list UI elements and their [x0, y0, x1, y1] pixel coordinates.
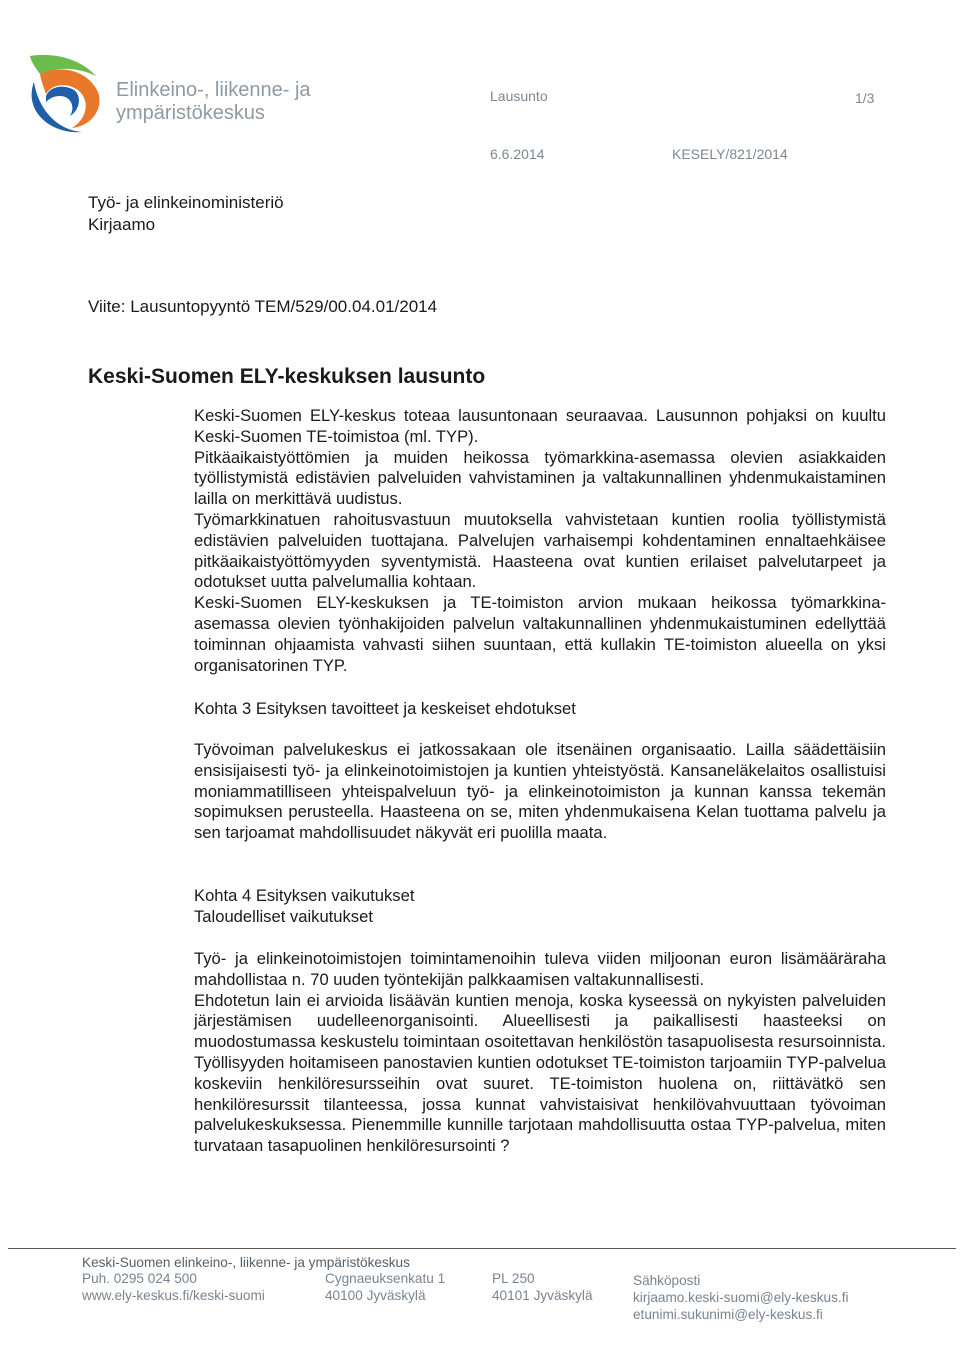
footer-po-box: PL 250 [492, 1271, 535, 1286]
footer-org-name: Keski-Suomen elinkeino-, liikenne- ja ympäristökeskus [82, 1255, 410, 1270]
section-4-body [194, 949, 886, 1157]
org-name-line1: Elinkeino-, liikenne- ja [116, 79, 311, 101]
section-3 [194, 699, 886, 720]
document-title: Keski-Suomen ELY-keskuksen lausunto [88, 365, 486, 388]
intro-paragraph: Pitkäaikaistyöttömien ja muiden heikossa työmarkkina-asemassa olevien asiakkaiden työllistymistä edistävien palveluiden vahvistaminen ja valtakunnallinen yhdenmukaistaminen lailla on merkittävä uudistus. [194, 447, 886, 509]
intro-paragraph: Työmarkkinatuen rahoitusvastuun muutoksella vahvistetaan kuntien roolia työllistymistä edistävien palveluiden tuottajana. Palvelujen varhaisempi kohdentaminen ennaltaehkäisee pitkäaikaistyöttömyyden syventymistä. Haasteena ovat kuntien erilaiset palvelutarpeet ja odotukset uutta palvelumallia kohtaan. [194, 509, 886, 592]
footer-email-pattern: etunimi.sukunimi@ely-keskus.fi [633, 1307, 823, 1322]
intro-section [194, 406, 886, 676]
recipient-name: Työ- ja elinkeinoministeriö [88, 193, 284, 212]
section-3-body [194, 740, 886, 844]
footer-street-address: Cygnaeuksenkatu 1 [325, 1271, 446, 1286]
recipient-unit: Kirjaamo [88, 215, 156, 234]
footer-website: www.ely-keskus.fi/keski-suomi [82, 1288, 265, 1303]
ely-logo [26, 52, 106, 134]
org-name [116, 79, 356, 125]
section-4-subheading: Taloudelliset vaikutukset [194, 906, 373, 926]
document-reference-number: KESELY/821/2014 [672, 146, 788, 162]
section-4-heading: Kohta 4 Esityksen vaikutukset [194, 886, 415, 905]
org-name-line2: ympäristökeskus [116, 102, 265, 124]
footer-divider [8, 1248, 956, 1249]
footer-email-label: Sähköposti [633, 1273, 701, 1288]
document-date: 6.6.2014 [490, 146, 545, 162]
footer-postal-city: 40100 Jyväskylä [325, 1288, 426, 1303]
section-4 [194, 886, 886, 928]
intro-paragraph: Keski-Suomen ELY-keskuksen ja TE-toimiston arvion mukaan heikossa työmarkkina-asemassa olevien työnhakijoiden palvelun valtakunnallinen yhdenmukaistuminen edellyttää toiminnan ohjaamista vahvasti siihen suuntaan, että kullakin TE-toimiston alueella on yksi organisatorinen TYP. [194, 593, 886, 675]
recipient-address [88, 192, 284, 236]
reference-line: Viite: Lausuntopyyntö TEM/529/00.04.01/2014 [88, 297, 438, 316]
logo-blue-swirl [32, 82, 82, 132]
footer-po-city: 40101 Jyväskylä [492, 1288, 593, 1303]
document-type: Lausunto [490, 88, 548, 104]
footer-email-registry: kirjaamo.keski-suomi@ely-keskus.fi [633, 1290, 849, 1305]
section-4-paragraph: Ehdotetun lain ei arvioida lisäävän kuntien menoja, koska kyseessä on nykyisten palveluiden järjestämisen uudelleenorganisointi. Alueellisesti ja paikallisesti haasteeksi on muodostumassa keskustelu toimintaan osoitettavan henkilöstön tasapuolisesta resursoinnista. Työllisyyden hoitamiseen panostavien kuntien odotukset TE-toimiston tarjoamiin TYP-palvelua koskeviin henkilöresursseihin ovat suuret. TE-toimiston huolena on, riittävätkö sen henkilöresurssit tilanteessa, jossa kunnat vahvistaisivat henkilövahvuuttaan työvoiman palvelukeskuksessa. Pienemmille kunnille tarjotaan mahdollisuutta ostaa TYP-palvelua, miten turvataan tasapuolinen henkilöresursointi ? [194, 990, 886, 1156]
section-3-heading: Kohta 3 Esityksen tavoitteet ja keskeiset ehdotukset [194, 699, 576, 718]
page-number: 1/3 [855, 90, 875, 106]
footer-phone: Puh. 0295 024 500 [82, 1271, 197, 1286]
section-4-paragraph: Työ- ja elinkeinotoimistojen toimintamenoihin tuleva viiden miljoonan euron lisämääräraha mahdollistaa n. 70 uuden työntekijän palkkaamisen valtakunnallisesti. [194, 949, 886, 989]
intro-paragraph: Keski-Suomen ELY-keskus toteaa lausuntonaan seuraavaa. Lausunnon pohjaksi on kuultu Keski-Suomen TE-toimistoa (ml. TYP). [194, 406, 886, 446]
section-3-paragraph: Työvoiman palvelukeskus ei jatkossakaan ole itsenäinen organisaatio. Lailla säädettäisiin ensisijaisesti työ- ja elinkeinotoimistojen ja kuntien yhteistyöstä. Kansaneläkelaitos osallistuisi moniammatilliseen yhteispalveluun työ- ja elinkeinotoimiston ja kunnan kanssa tekemän sopimuksen perusteella. Haasteena on se, miten yhdenmukaisena Kelan tuottama palvelu ja sen tarjoamat mahdollisuudet näkyvät eri puolilla maata. [194, 740, 886, 843]
